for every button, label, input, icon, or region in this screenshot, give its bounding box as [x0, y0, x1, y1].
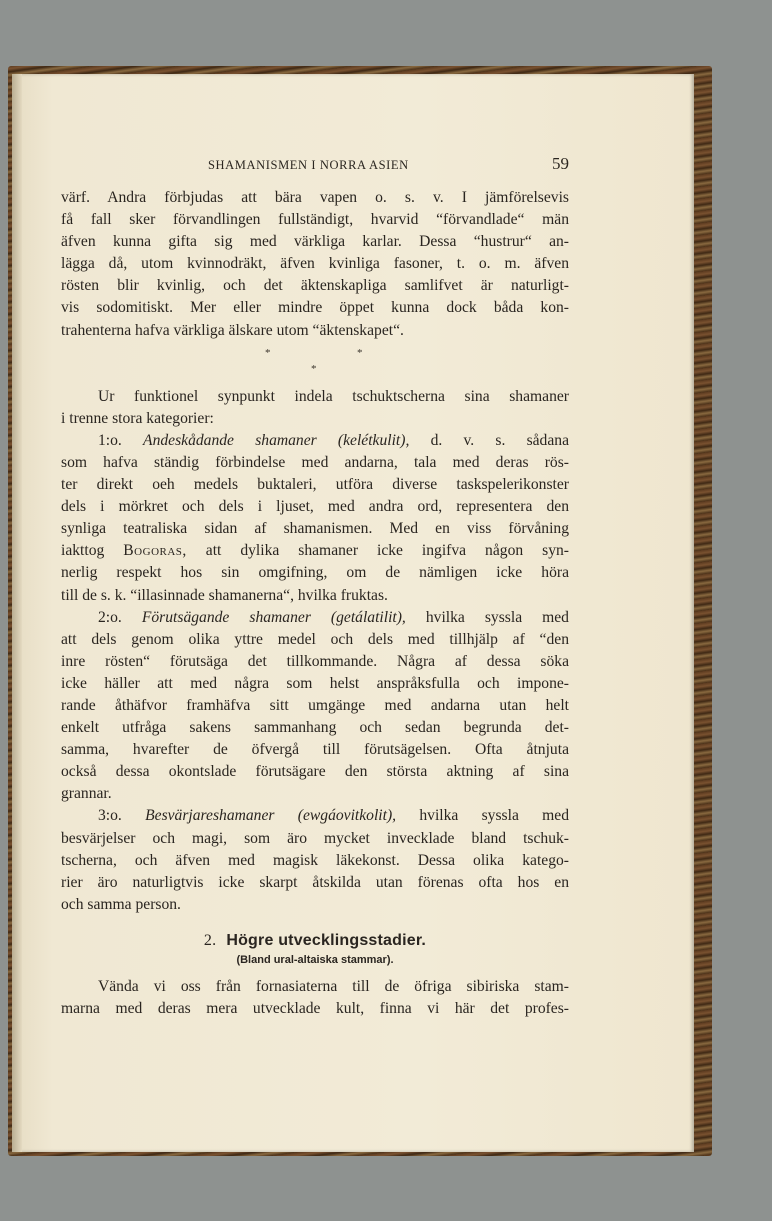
- text-line: som hafva ständig förbindelse med andarna, tala med deras rös-: [61, 453, 569, 471]
- text-line: besvärjelser och magi, som äro mycket invecklade bland tschuk-: [61, 829, 569, 847]
- page-body: [61, 187, 569, 1020]
- category-term: Besvärjareshamaner (ewgáovitkolit),: [145, 807, 397, 825]
- text-line: icke häller att med några som helst anspråksfulla och impone-: [61, 674, 569, 692]
- text-line: äfven kunna gifta sig med värkliga karlar. Dessa “hustrur“ an-: [61, 233, 569, 251]
- text-line: också dessa okontslade förutsägare den största aktning af sina: [61, 763, 569, 781]
- category-2: [61, 607, 569, 806]
- category-number: 2:o.: [98, 608, 122, 626]
- author-name: Bogoras,: [123, 542, 187, 560]
- text-line: lägga då, utom kvinnodräkt, äfven kvinliga fasoner, t. o. m. äfven: [61, 255, 569, 273]
- text-line: i trenne stora kategorier:: [61, 409, 214, 427]
- text-line: nerlig respekt hos sin omgifning, om de nämligen icke höra: [61, 564, 569, 582]
- text-line: synliga teatraliska sidan af shamanismen. Med en viss förvåning: [61, 520, 569, 538]
- text-line: Vända vi oss från fornasiaterna till de öfriga sibiriska stam-: [98, 977, 569, 995]
- asterisk: *: [311, 362, 317, 375]
- section-heading: [61, 930, 569, 952]
- category-number: 1:o.: [98, 431, 122, 449]
- text-line: rande åthäfvor framhäfva sitt umgänge med andarna utan helt: [61, 696, 569, 714]
- section-break-asterisk-lower: [61, 364, 569, 386]
- text-run: hvilka syssla med: [425, 608, 569, 626]
- text-line: få fall sker förvandlingen fullständigt, hvarvid “förvandlade“ män: [61, 211, 569, 229]
- text-run: hvilka syssla med: [419, 807, 570, 825]
- category-1-first-line: [61, 430, 569, 452]
- category-3: [61, 805, 569, 915]
- text-line: [61, 540, 569, 562]
- text-line: att dels genom olika yttre medel och dels med tillhjälp af “den: [61, 630, 569, 648]
- page-number: 59: [552, 154, 569, 173]
- section-subtitle: (Bland ural-altaiska stammar).: [236, 953, 394, 966]
- asterisk: *: [265, 346, 271, 359]
- running-header: [208, 156, 569, 178]
- text-line: inre rösten“ förutsäga det tillkommande. Några af dessa söka: [61, 652, 569, 670]
- section-number: 2.: [203, 931, 217, 949]
- text-line: rier äro naturligtvis icke skarpt åtskilda utan förenas ofta hos en: [61, 873, 569, 891]
- page-gutter: [12, 74, 22, 1152]
- text-line: trahenterna hafva värkliga älskare utom “äktenskapet“.: [61, 321, 404, 339]
- category-3-first-line: [61, 805, 569, 827]
- text-line: värf. Andra förbjudas att bära vapen o. s. v. I jämförelsevis: [61, 189, 569, 206]
- text-line: Ur funktionel synpunkt indela tschuktscherna sina shamaner: [98, 387, 569, 405]
- paragraph-1: [61, 187, 569, 342]
- section-title: Högre utvecklingsstadier.: [226, 931, 427, 949]
- paragraph-2: [61, 386, 569, 430]
- text-run: d. v. s. sådana: [430, 431, 569, 449]
- text-line: marna med deras mera utvecklade kult, finna vi här det profes-: [61, 1000, 569, 1017]
- text-line: och samma person.: [61, 895, 181, 913]
- text-line: samma, hvarefter de öfvergå till förutsägelsen. Ofta åtnjuta: [61, 741, 569, 759]
- text-line: ter direkt oeh medels buktaleri, utföra diverse taskspelerikonster: [61, 476, 569, 494]
- text-line: rösten blir kvinlig, och det äktenskapliga samlifvet är naturligt-: [61, 277, 569, 295]
- running-title: SHAMANISMEN I NORRA ASIEN: [208, 158, 409, 172]
- text-line: vis sodomitiskt. Mer eller mindre öppet kunna dock båda kon-: [61, 299, 569, 317]
- category-term: Förutsägande shamaner (getálatilit),: [141, 608, 406, 626]
- category-2-first-line: [61, 607, 569, 629]
- asterisk: *: [357, 346, 363, 359]
- category-number: 3:o.: [98, 807, 122, 825]
- paragraph-3: [61, 976, 569, 1020]
- text-run: iakttog: [61, 542, 105, 560]
- text-run: att dylika shamaner icke ingifva någon syn-: [205, 542, 569, 560]
- category-term: Andeskådande shamaner (kelétkulit),: [143, 431, 410, 449]
- text-line: enkelt utfråga sakens sammanhang och sedan begrunda det-: [61, 719, 569, 737]
- text-line: dels i mörkret och dels i ljuset, med andra ord, representera den: [61, 498, 569, 516]
- category-1: [61, 430, 569, 607]
- text-line: grannar.: [61, 785, 112, 803]
- text-line: tscherna, och äfven med magisk läkekonst. Dessa olika katego-: [61, 851, 569, 869]
- text-line: till de s. k. “illasinnade shamanerna“, hvilka fruktas.: [61, 586, 388, 604]
